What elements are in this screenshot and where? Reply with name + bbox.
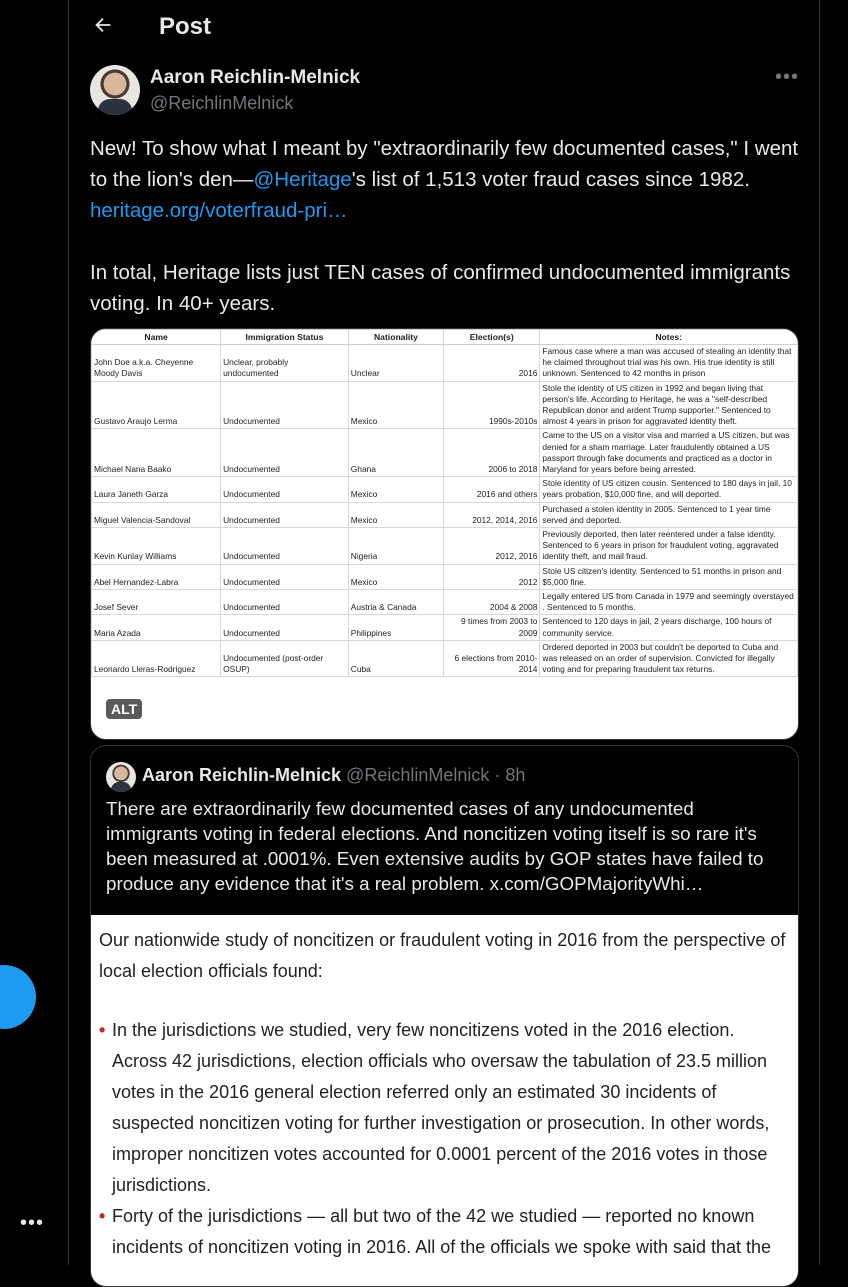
- table-cell: Stole the identity of US citizen in 1992 and began living that person's life. According to Heritage, he was a "self-described Republican donor and ardent Trump supporter." Sentenced to almost 4 years in prison for aggravated identity theft.: [540, 381, 798, 429]
- table-cell: Undocumented: [221, 564, 349, 589]
- table-cell: 2012, 2014, 2016: [444, 502, 540, 527]
- table-cell: Leonardo Lleras-Rodriguez: [92, 640, 221, 677]
- main-column: [68, 0, 820, 1265]
- table-cell: Undocumented: [221, 429, 349, 477]
- post-text-part2: 's list of 1,513 voter fraud cases since 1982.: [351, 168, 750, 191]
- table-cell: 2004 & 2008: [444, 590, 540, 615]
- table-cell: Undocumented: [221, 477, 349, 502]
- table-cell: Famous case where a man was accused of stealing an identity that he claimed throughout trial was his own. His true identity is still unknown. Sentenced to 42 months in prison: [540, 345, 798, 382]
- table-cell: Kevin Kunlay Williams: [92, 528, 221, 565]
- table-row: [92, 528, 798, 565]
- table-row: [92, 590, 798, 615]
- list-item: [99, 1201, 791, 1263]
- table-cell: Austria & Canada: [348, 590, 443, 615]
- author-handle[interactable]: @ReichlinMelnick: [150, 93, 294, 113]
- table-cell: Purchased a stolen identity in 2005. Sentenced to 1 year time served and deported.: [540, 502, 798, 527]
- bullet-text: Forty of the jurisdictions — all but two of the 42 we studied — reported no known incidents of noncitizen voting in 2016. All of the officials we spoke with said that the: [112, 1206, 772, 1257]
- bullet-icon: •: [99, 1206, 106, 1226]
- heritage-link[interactable]: heritage.org/voterfraud-pri…: [90, 199, 348, 222]
- compose-fab-icon[interactable]: [0, 965, 36, 1029]
- table-cell: 6 elections from 2010-2014: [444, 640, 540, 677]
- quote-image-intro: Our nationwide study of noncitizen or fraudulent voting in 2016 from the perspective of local election officials found:: [99, 930, 786, 981]
- quote-text: There are extraordinarily few documented cases of any undocumented immigrants voting in federal elections. And noncitizen voting itself is so rare it's been measured at .0001%. Even extensive audits by GOP states have failed to produce any evidence that it's a real problem. x.com/GOPMajorityWhi…: [106, 798, 764, 894]
- table-header: Name: [92, 330, 221, 345]
- quote-image[interactable]: [91, 915, 798, 1287]
- table-cell: 2006 to 2018: [444, 429, 540, 477]
- quoted-post[interactable]: [90, 745, 799, 1287]
- quote-author-handle[interactable]: @ReichlinMelnick: [346, 765, 490, 785]
- spreadsheet-table: [91, 329, 798, 677]
- table-cell: Undocumented: [221, 528, 349, 565]
- table-cell: Stole identity of US citizen cousin. Sentenced to 180 days in jail, 10 years probation, $10,000 fine, and will deported.: [540, 477, 798, 502]
- header: [69, 0, 819, 56]
- table-cell: Undocumented: [221, 615, 349, 640]
- quote-avatar[interactable]: [106, 762, 136, 792]
- table-cell: Mexico: [348, 502, 443, 527]
- table-cell: Philippines: [348, 615, 443, 640]
- table-cell: Mexico: [348, 381, 443, 429]
- author-name[interactable]: Aaron Reichlin-Melnick: [150, 67, 361, 88]
- post-image[interactable]: [90, 328, 799, 740]
- bullet-text: In the jurisdictions we studied, very few noncitizens voted in the 2016 election. Across 42 jurisdictions, election officials who oversaw the tabulation of 23.5 million votes in the 2016 general election referred only an estimated 30 incidents of suspected noncitizen voting for further investigation or prosecution. In other words, improper noncitizen votes accounted for 0.0001 percent of the 2016 votes in those jurisdictions.: [112, 1020, 770, 1195]
- quote-separator: ·: [494, 765, 501, 785]
- more-horizontal-icon[interactable]: •••: [775, 66, 800, 88]
- table-row: [92, 345, 798, 382]
- table-row: [92, 381, 798, 429]
- table-body: [92, 345, 798, 677]
- table-cell: Maria Azada: [92, 615, 221, 640]
- table-cell: Previously deported, then later reentered under a false identity. Sentenced to 6 years in prison for fraudulent voting, aggravated identity theft, and mail fraud.: [540, 528, 798, 565]
- more-icon[interactable]: •••: [20, 1212, 45, 1234]
- alt-badge[interactable]: ALT: [106, 699, 142, 719]
- table-cell: Undocumented: [221, 502, 349, 527]
- table-cell: Michael Nana Baako: [92, 429, 221, 477]
- bullet-icon: •: [99, 1020, 106, 1040]
- table-header: Notes:: [540, 330, 798, 345]
- table-cell: Cuba: [348, 640, 443, 677]
- list-item: [99, 1015, 791, 1201]
- post-text-part3: In total, Heritage lists just TEN cases of confirmed undocumented immigrants voting. In 40+ years.: [90, 261, 791, 315]
- table-row: [92, 477, 798, 502]
- quote-meta: [142, 765, 525, 786]
- table-cell: Nigeria: [348, 528, 443, 565]
- table-cell: Josef Sever: [92, 590, 221, 615]
- table-cell: Unclear: [348, 345, 443, 382]
- table-cell: Gustavo Araujo Lerma: [92, 381, 221, 429]
- table-cell: Abel Hernandez-Labra: [92, 564, 221, 589]
- table-cell: 2016: [444, 345, 540, 382]
- table-cell: Undocumented: [221, 590, 349, 615]
- table-cell: 9 times from 2003 to 2009: [444, 615, 540, 640]
- table-cell: Mexico: [348, 564, 443, 589]
- table-cell: Legally entered US from Canada in 1979 and seemingly overstayed . Sentenced to 5 months.: [540, 590, 798, 615]
- quote-timestamp[interactable]: 8h: [505, 765, 526, 785]
- table-cell: Undocumented: [221, 381, 349, 429]
- table-row: [92, 615, 798, 640]
- table-cell: Undocumented (post-order OSUP): [221, 640, 349, 677]
- table-cell: 2012, 2016: [444, 528, 540, 565]
- table-cell: 2012: [444, 564, 540, 589]
- left-sidebar: [0, 0, 68, 1265]
- table-header: Election(s): [444, 330, 540, 345]
- table-row: [92, 640, 798, 677]
- post-text-part1: New! To show what I meant by "extraordinarily few documented cases," I went to the lion's den—: [90, 137, 799, 191]
- table-row: [92, 564, 798, 589]
- avatar[interactable]: [90, 65, 140, 115]
- table-row: [92, 429, 798, 477]
- table-cell: Laura Janeth Garza: [92, 477, 221, 502]
- arrow-left-icon[interactable]: [91, 14, 115, 40]
- table-cell: 2016 and others: [444, 477, 540, 502]
- table-cell: Ordered deported in 2003 but couldn't be deported to Cuba and was released on an order of supervision. Convicted for illegally voting and for preparing fraudulent tax returns.: [540, 640, 798, 677]
- table-header: Nationality: [348, 330, 443, 345]
- table-cell: Came to the US on a visitor visa and married a US citizen, but was denied for a sham marriage. Later fraudulently obtained a US passport through fake documents and practiced as a doctor in Maryland for years before being arrested.: [540, 429, 798, 477]
- post-text: [90, 133, 800, 319]
- table-cell: Miguel Valencia-Sandoval: [92, 502, 221, 527]
- table-row: [92, 502, 798, 527]
- table-cell: John Doe a.k.a. Cheyenne Moody Davis: [92, 345, 221, 382]
- table-cell: Stole US citizen's identity. Sentenced to 51 months in prison and $5,000 fine.: [540, 564, 798, 589]
- table-header-row: [92, 330, 798, 345]
- table-cell: Mexico: [348, 477, 443, 502]
- table-cell: Unclear, probably undocumented: [221, 345, 349, 382]
- table-cell: 1990s-2010s: [444, 381, 540, 429]
- table-cell: Ghana: [348, 429, 443, 477]
- page-title: Post: [159, 13, 212, 40]
- table-cell: Sentenced to 120 days in jail, 2 years discharge, 100 hours of community service.: [540, 615, 798, 640]
- table-header: Immigration Status: [221, 330, 349, 345]
- quote-image-bullets: [99, 1015, 791, 1263]
- quote-author-name[interactable]: Aaron Reichlin-Melnick: [142, 765, 342, 785]
- mention-link[interactable]: @Heritage: [253, 168, 352, 191]
